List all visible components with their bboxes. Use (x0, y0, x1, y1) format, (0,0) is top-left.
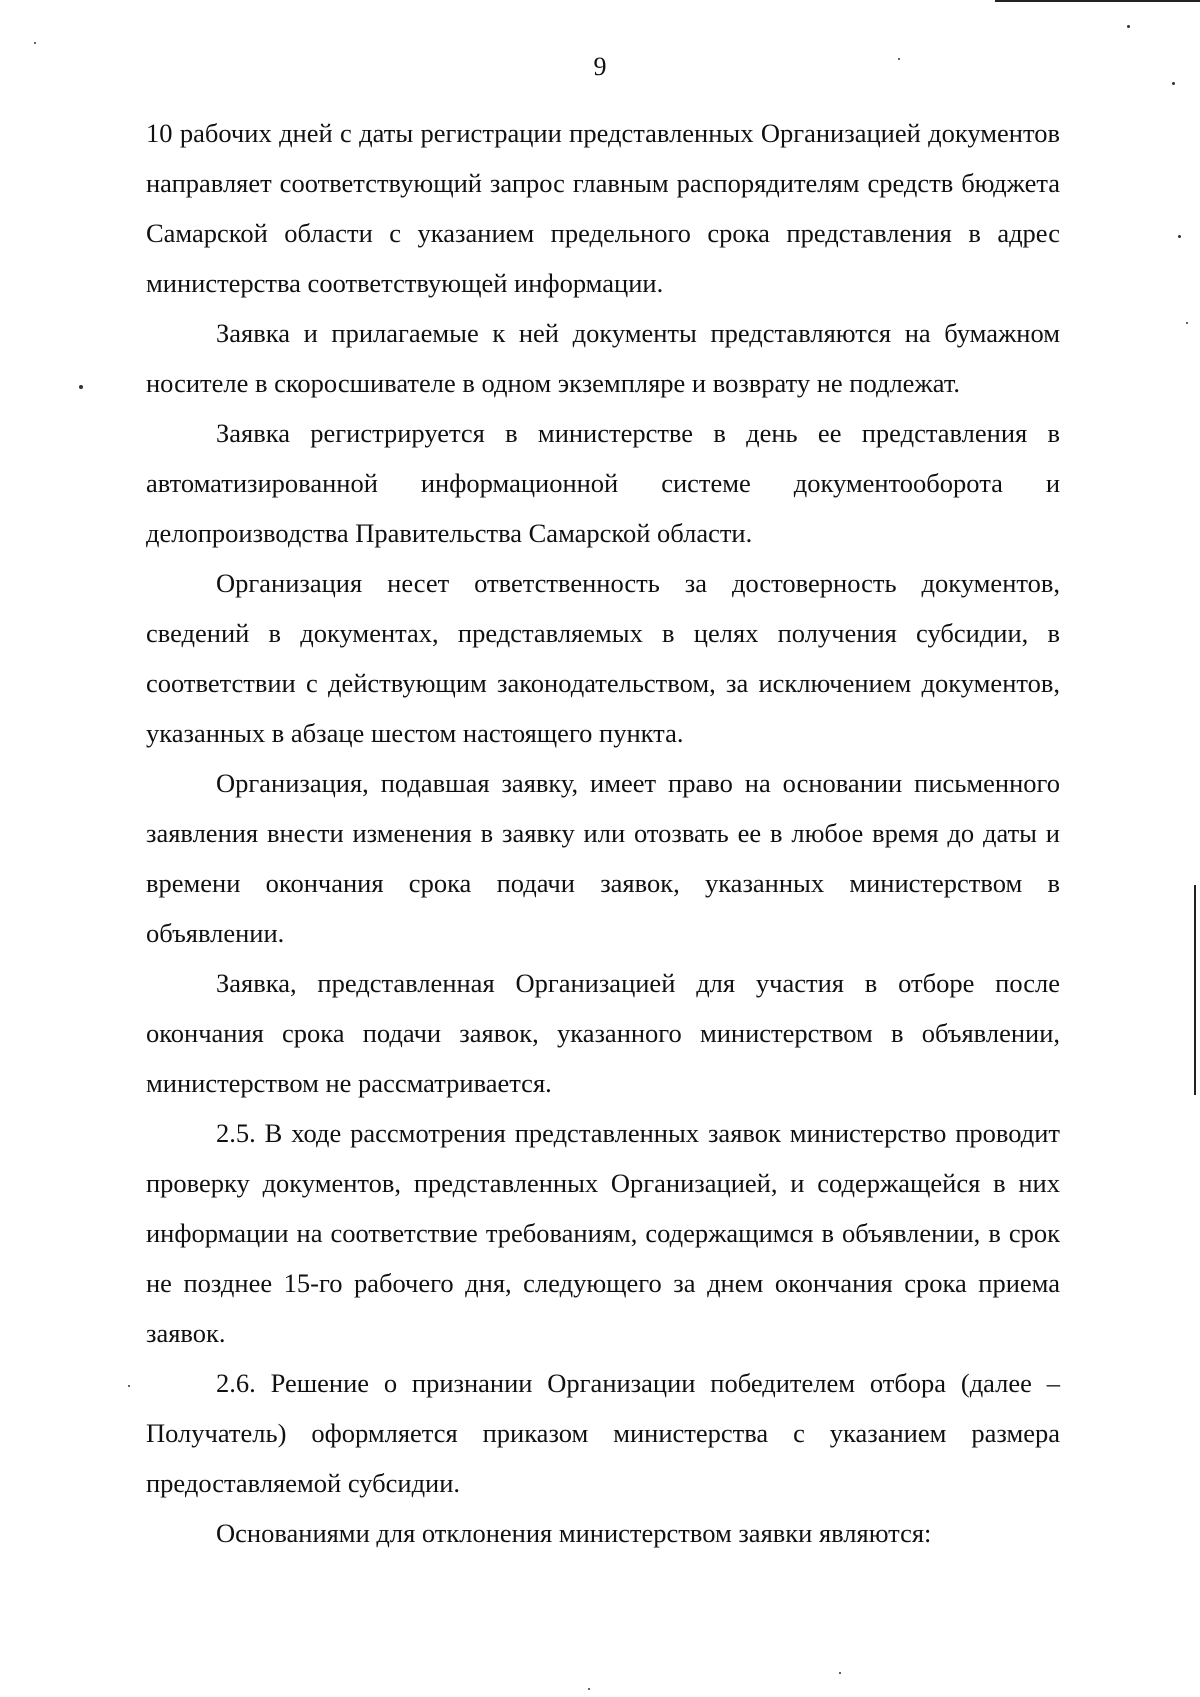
scan-dust-spot (1178, 235, 1181, 238)
scan-dust-spot (898, 58, 900, 60)
scan-dust-spot (128, 1385, 130, 1387)
paragraph-9: Основаниями для отклонения министерством заявки являются: (216, 1518, 932, 1548)
paragraph-7: 2.5. В ходе рассмотрения представленных заявок министерство проводит проверку документов, представленных Организацией, и содержащейся в них информации на соответствие требованиям, содержащимся в объявлении, в срок не позднее 15-го рабочего дня, следующего за днем окончания срока приема заявок. (146, 1118, 1060, 1348)
scan-dust-spot (1127, 25, 1130, 28)
page-number: 9 (593, 52, 607, 81)
paragraph-8: 2.6. Решение о признании Организации победителем отбора (далее – Получатель) оформляется приказом министерства с указанием размера предоставляемой субсидии. (146, 1368, 1060, 1498)
document-body (146, 108, 1060, 1558)
paragraph-1: 10 рабочих дней с даты регистрации представленных Организацией документов направляет соответствующий запрос главным распорядителям средств бюджета Самарской области с указанием предельного срока представления в адрес министерства соответствующей информации. (146, 118, 1060, 298)
scan-dust-spot (839, 1672, 841, 1674)
paragraph-5: Организация, подавшая заявку, имеет право на основании письменного заявления внести изменения в заявку или отозвать ее в любое время до даты и времени окончания срока подачи заявок, указанных министерством в объявлении. (146, 768, 1060, 948)
paragraph-4: Организация несет ответственность за достоверность документов, сведений в документах, представляемых в целях получения субсидии, в соответствии с действующим законодательством, за исключением документов, указанных в абзаце шестом настоящего пункта. (146, 568, 1060, 748)
scan-dust-spot (34, 42, 36, 44)
scan-dust-spot (588, 1688, 590, 1690)
paragraph-3: Заявка регистрируется в министерстве в день ее представления в автоматизированной информационной системе документооборота и делопроизводства Правительства Самарской области. (146, 418, 1060, 548)
scan-dust-spot (1186, 322, 1188, 324)
scan-dust-spot (1172, 82, 1175, 85)
paragraph-6: Заявка, представленная Организацией для участия в отборе после окончания срока подачи заявок, указанного министерством в объявлении, министерством не рассматривается. (146, 968, 1060, 1098)
scan-edge-line-right (1194, 885, 1196, 1095)
scan-dust-spot (79, 385, 83, 389)
paragraph-2: Заявка и прилагаемые к ней документы представляются на бумажном носителе в скоросшивателе в одном экземпляре и возврату не подлежат. (146, 318, 1060, 398)
scan-edge-line-top (995, 0, 1200, 2)
